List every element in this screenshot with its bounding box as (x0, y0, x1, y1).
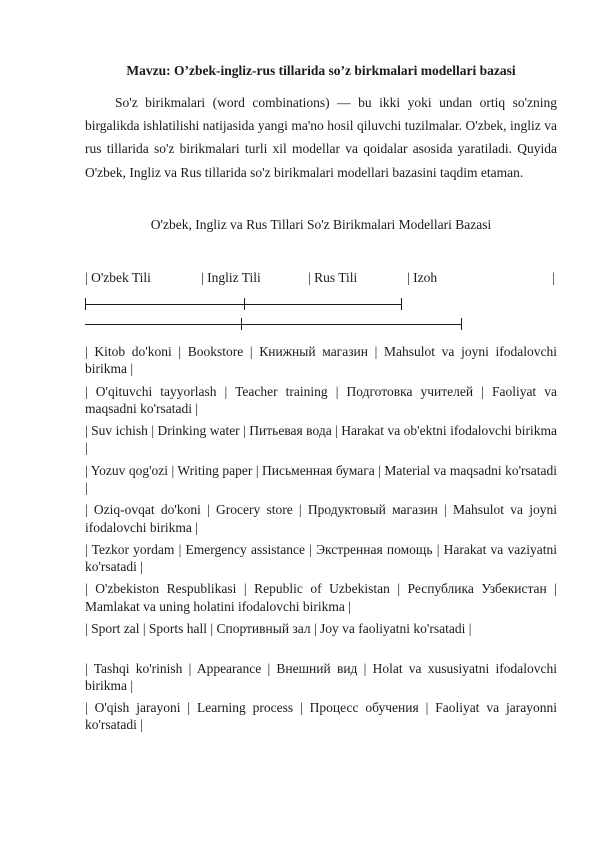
intro-paragraph: So'z birikmalari (word combinations) — bu ikki yoki undan ortiq so'zning birgalikda ishlatilishi natijasida yangi ma'no hosil qiluvchi tuzilmalar. O'zbek, ingliz va rus tillarida so'z birikmalari turli xil modellar va qoidalar asosida yaratiladi. Quyida O'zbek, Ingliz va Rus tillarida so'z birikmalari modellari bazasini taqdim etaman. (85, 95, 557, 180)
table-row: | O'zbekiston Respublikasi | Republic of Uzbekistan | Республика Узбекистан | Mamlakat va uning holatini ifodalovchi birikma | (85, 581, 557, 614)
table-header-row (85, 270, 557, 286)
header-uzbek: | O'zbek Tili (85, 270, 151, 285)
header-english: | Ingliz Tili (201, 270, 261, 285)
table-row: | Tashqi ko'rinish | Appearance | Внешний вид | Holat va xususiyatni ifodalovchi birikma | (85, 660, 557, 693)
table-row: | O'qish jarayoni | Learning process | Процесс обучения | Faoliyat va jarayonni ko'rsatadi | (85, 700, 557, 733)
table-row: | Kitob do'koni | Bookstore | Книжный магазин | Mahsulot va joyni ifodalovchi birikma | (85, 344, 557, 377)
table-row: | O'qituvchi tayyorlash | Teacher training | Подготовка учителей | Faoliyat va maqsadni ko'rsatadi | (85, 383, 557, 416)
table-rows (85, 343, 557, 739)
table-title: O'zbek, Ingliz va Rus Tillari So'z Birikmalari Modellari Bazasi (150, 217, 492, 232)
table-row: | Yozuv qog'ozi | Writing paper | Письменная бумага | Material va maqsadni ko'rsatadi | (85, 462, 557, 495)
table-row: | Sport zal | Sports hall | Спортивный зал | Joy va faoliyatni ko'rsatadi | (85, 621, 472, 637)
table-row: | Oziq-ovqat do'koni | Grocery store | Продуктовый магазин | Mahsulot va joyni ifodalovchi birikma | (85, 502, 557, 535)
header-russian: | Rus Tili (308, 270, 358, 285)
document-title: Mavzu: O’zbek-ingliz-rus tillarida so’z birkmalari modellari bazasi (126, 63, 516, 78)
header-note: | Izoh (407, 270, 438, 285)
table-separator-continued (85, 313, 557, 329)
table-row: | Tezkor yordam | Emergency assistance | Экстренная помощь | Harakat va vaziyatni ko'rsatadi | (85, 541, 557, 575)
table-row: | Suv ichish | Drinking water | Питьевая вода | Harakat va ob'ektni ifodalovchi birikma | (85, 423, 557, 456)
header-end-pipe: | (552, 270, 555, 285)
table-separator (85, 296, 557, 312)
